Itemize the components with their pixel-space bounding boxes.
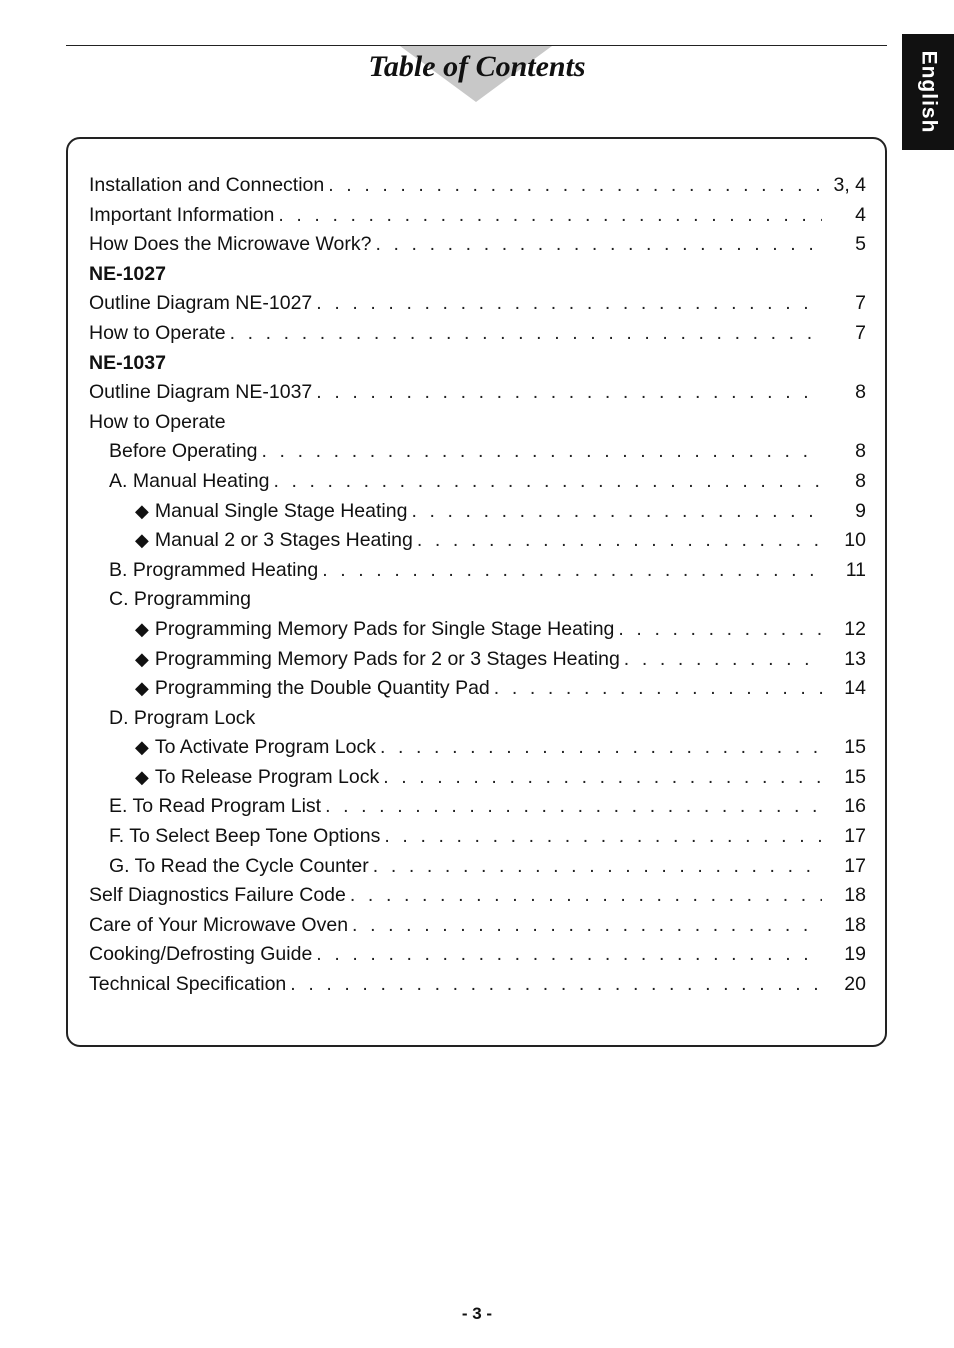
dot-leader: [328, 171, 822, 201]
dot-leader: [316, 940, 822, 970]
dot-leader: [624, 645, 822, 675]
toc-entry: [89, 852, 866, 882]
diamond-bullet-icon: ◆: [135, 618, 149, 639]
toc-entry-label: G. To Read the Cycle Counter: [109, 854, 369, 877]
toc-entry-label: Programming the Double Quantity Pad: [154, 677, 490, 700]
dot-leader: [322, 556, 822, 586]
toc-entry: [89, 645, 866, 675]
toc-entry: [89, 467, 866, 497]
toc-entry-label: B. Programmed Heating: [109, 558, 319, 581]
toc-entry-page: 17: [844, 854, 866, 877]
toc-entry: [89, 585, 866, 615]
dot-leader: [325, 792, 822, 822]
dot-leader: [290, 970, 822, 1000]
toc-entry: [89, 437, 866, 467]
toc-entry: [89, 763, 866, 793]
toc-entry-label: Care of Your Microwave Oven: [89, 913, 349, 936]
toc-entry-page: 19: [844, 943, 866, 966]
page-title: Table of Contents: [368, 50, 586, 83]
toc-entry: [89, 940, 866, 970]
toc-entry-label: A. Manual Heating: [109, 469, 270, 492]
toc-entry-label: Technical Specification: [89, 973, 287, 996]
toc-entry-label: Before Operating: [109, 440, 258, 463]
dot-leader: [273, 467, 822, 497]
dot-leader: [316, 289, 822, 319]
toc-entry-page: 20: [844, 973, 866, 996]
toc-entry-page: 4: [855, 203, 866, 226]
dot-leader: [384, 822, 822, 852]
toc-entry: [89, 911, 866, 941]
toc-entry-page: 10: [844, 529, 866, 552]
diamond-bullet-icon: ◆: [135, 648, 149, 669]
toc-entry: [89, 408, 866, 438]
toc-entry: [89, 171, 866, 201]
dot-leader: [375, 230, 822, 260]
toc-entry-label: E. To Read Program List: [109, 795, 322, 818]
toc-entry-page: 17: [844, 825, 866, 848]
toc-entry-label: Self Diagnostics Failure Code: [89, 884, 346, 907]
toc-entry: [89, 674, 866, 704]
toc-entry-page: 15: [844, 736, 866, 759]
toc-entry-page: 7: [855, 292, 866, 315]
dot-leader: [278, 201, 822, 231]
toc-entry-label: Manual 2 or 3 Stages Heating: [154, 529, 413, 552]
toc-entry: [89, 497, 866, 527]
toc-entry-label: C. Programming: [109, 588, 251, 611]
language-tab: [902, 34, 954, 150]
toc-entry-page: 12: [844, 617, 866, 640]
toc-entry-page: 16: [844, 795, 866, 818]
toc-entry: [89, 378, 866, 408]
toc-entry-label: To Release Program Lock: [154, 765, 380, 788]
dot-leader: [380, 733, 822, 763]
dot-leader: [411, 497, 822, 527]
toc-entry-label: To Activate Program Lock: [154, 736, 376, 759]
toc-entry-page: 11: [845, 558, 866, 581]
dot-leader: [373, 852, 822, 882]
dot-leader: [417, 526, 822, 556]
dot-leader: [230, 319, 822, 349]
dot-leader: [494, 674, 822, 704]
diamond-bullet-icon: ◆: [135, 678, 149, 699]
toc-entry: [89, 319, 866, 349]
toc-list: [89, 171, 866, 1000]
toc-entry-page: 9: [855, 499, 866, 522]
toc-entry-label: Important Information: [89, 203, 275, 226]
toc-entry: [89, 822, 866, 852]
toc-entry-label: D. Program Lock: [109, 706, 256, 729]
toc-entry-page: 18: [844, 884, 866, 907]
toc-entry: [89, 201, 866, 231]
dot-leader: [262, 437, 822, 467]
toc-entry-page: 7: [855, 321, 866, 344]
toc-entry: [89, 704, 866, 734]
toc-entry: [89, 260, 866, 290]
toc-entry: [89, 881, 866, 911]
toc-entry-label: NE-1027: [89, 262, 166, 285]
toc-entry: [89, 615, 866, 645]
toc-entry: [89, 349, 866, 379]
toc-entry-page: 8: [855, 440, 866, 463]
toc-entry: [89, 289, 866, 319]
toc-entry-page: 14: [844, 677, 866, 700]
diamond-bullet-icon: ◆: [135, 500, 149, 521]
diamond-bullet-icon: ◆: [135, 530, 149, 551]
dot-leader: [350, 881, 822, 911]
toc-entry-label: Cooking/Defrosting Guide: [89, 943, 313, 966]
toc-entry-label: Outline Diagram NE-1037: [89, 381, 313, 404]
toc-entry-label: Outline Diagram NE-1027: [89, 292, 313, 315]
toc-entry-page: 8: [855, 381, 866, 404]
toc-entry: [89, 970, 866, 1000]
toc-entry: [89, 733, 866, 763]
diamond-bullet-icon: ◆: [135, 766, 149, 787]
toc-entry-label: How to Operate: [89, 321, 226, 344]
toc-entry: [89, 526, 866, 556]
toc-entry-page: 5: [855, 233, 866, 256]
toc-entry-page: 8: [855, 469, 866, 492]
toc-entry: [89, 556, 866, 586]
diamond-bullet-icon: ◆: [135, 737, 149, 758]
toc-entry-page: 13: [844, 647, 866, 670]
toc-entry-page: 15: [844, 765, 866, 788]
toc-entry-label: Installation and Connection: [89, 174, 325, 196]
dot-leader: [352, 911, 822, 941]
toc-entry-label: How to Operate: [89, 410, 226, 433]
toc-entry-page: 18: [844, 913, 866, 936]
toc-entry-label: F. To Select Beep Tone Options: [109, 825, 381, 848]
toc-entry: [89, 230, 866, 260]
toc-entry-label: Manual Single Stage Heating: [154, 499, 408, 522]
toc-entry-label: Programming Memory Pads for Single Stage Heating: [154, 617, 615, 640]
page-number: - 3 -: [461, 1304, 493, 1323]
toc-entry: [89, 792, 866, 822]
dot-leader: [618, 615, 822, 645]
toc-entry-page: 3, 4: [833, 174, 866, 196]
dot-leader: [316, 378, 822, 408]
dot-leader: [383, 763, 822, 793]
language-tab-label: English: [917, 50, 940, 134]
toc-entry-label: Programming Memory Pads for 2 or 3 Stages Heating: [154, 647, 620, 670]
toc-entry-label: How Does the Microwave Work?: [89, 233, 372, 256]
toc-entry-label: NE-1037: [89, 351, 166, 374]
